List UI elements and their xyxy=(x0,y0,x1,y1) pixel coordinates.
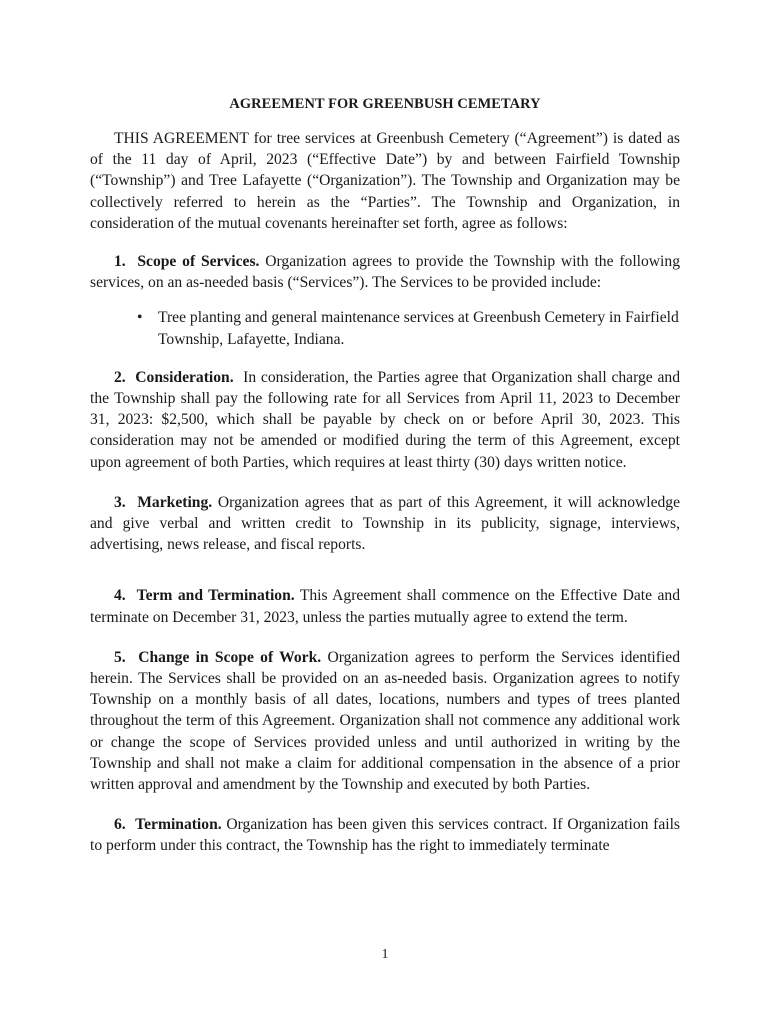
section-heading: Change in Scope of Work. xyxy=(138,648,322,666)
section-term-and-termination xyxy=(90,585,680,627)
section-number: 2. xyxy=(114,368,126,386)
section-heading: Scope of Services. xyxy=(137,253,260,271)
section-scope-of-services xyxy=(90,251,680,293)
section-body: Organization has been given this services contract. If Organization fails to perform under this contract, the Township has the right to immediately terminate xyxy=(90,816,681,855)
section-number: 3. xyxy=(114,493,126,511)
section-marketing xyxy=(90,492,680,556)
section-heading: Term and Termination. xyxy=(136,587,295,605)
section-number: 4. xyxy=(114,587,126,605)
section-number: 6. xyxy=(114,816,126,834)
section-consideration xyxy=(90,367,680,473)
section-change-in-scope xyxy=(90,647,680,795)
section-body: Organization agrees to provide the Township with the following services, on an as-needed basis (“Services”). The Services to be provided include: xyxy=(90,253,680,292)
page-number: 1 xyxy=(381,947,389,962)
document-page xyxy=(90,94,680,876)
section-body: Organization agrees to perform the Services identified herein. The Services shall be provided on an as-needed basis. Organization agrees to notify Township on a monthly basis of all dates, locations, numbers and types of trees planted throughout the term of this Agreement. Organization shall not commence any additional work or change the scope of Services provided unless and until authorized in writing by the Township and shall not make a claim for additional compensation in the absence of a prior written approval and amendment by the Township and executed by both Parties. xyxy=(90,648,681,794)
section-body: In consideration, the Parties agree that Organization shall charge and the Township shall pay the following rate for all Services from April 11, 2023 to December 31, 2023: $2,500, which shall be payable by check on or before April 30, 2023. This consideration may not be amended or modified during the term of this Agreement, except upon agreement of both Parties, which requires at least thirty (30) days written notice. xyxy=(90,368,681,471)
bullet-icon: • xyxy=(137,309,143,327)
section-heading: Marketing. xyxy=(137,493,213,511)
section-termination xyxy=(90,814,680,856)
section-body: Organization agrees that as part of this Agreement, it will acknowledge and give verbal and written credit to Township in its publicity, signage, interviews, advertising, news release, and fiscal reports. xyxy=(90,493,681,554)
list-item-text: Tree planting and general maintenance services at Greenbush Cemetery in Fairfield Township, Lafayette, Indiana. xyxy=(158,309,679,348)
section-number: 5. xyxy=(114,648,126,666)
section-heading: Consideration. xyxy=(135,368,234,386)
section-heading: Termination. xyxy=(135,816,222,834)
section-body: This Agreement shall commence on the Effective Date and terminate on December 31, 2023, unless the parties mutually agree to extend the term. xyxy=(90,587,681,626)
services-bullet-list xyxy=(90,307,680,349)
intro-paragraph: THIS AGREEMENT for tree services at Greenbush Cemetery (“Agreement”) is dated as of the 11 day of April, 2023 (“Effective Date”) by and between Fairfield Township (“Township”) and Tree Lafayette (“Organization”). The Township and Organization may be collectively referred to herein as the “Parties”. The Township and Organization, in consideration of the mutual covenants hereinafter set forth, agree as follows: xyxy=(90,130,680,232)
section-number: 1. xyxy=(114,253,126,271)
document-title: AGREEMENT FOR GREENBUSH CEMETARY xyxy=(229,96,541,112)
list-item xyxy=(137,307,680,349)
